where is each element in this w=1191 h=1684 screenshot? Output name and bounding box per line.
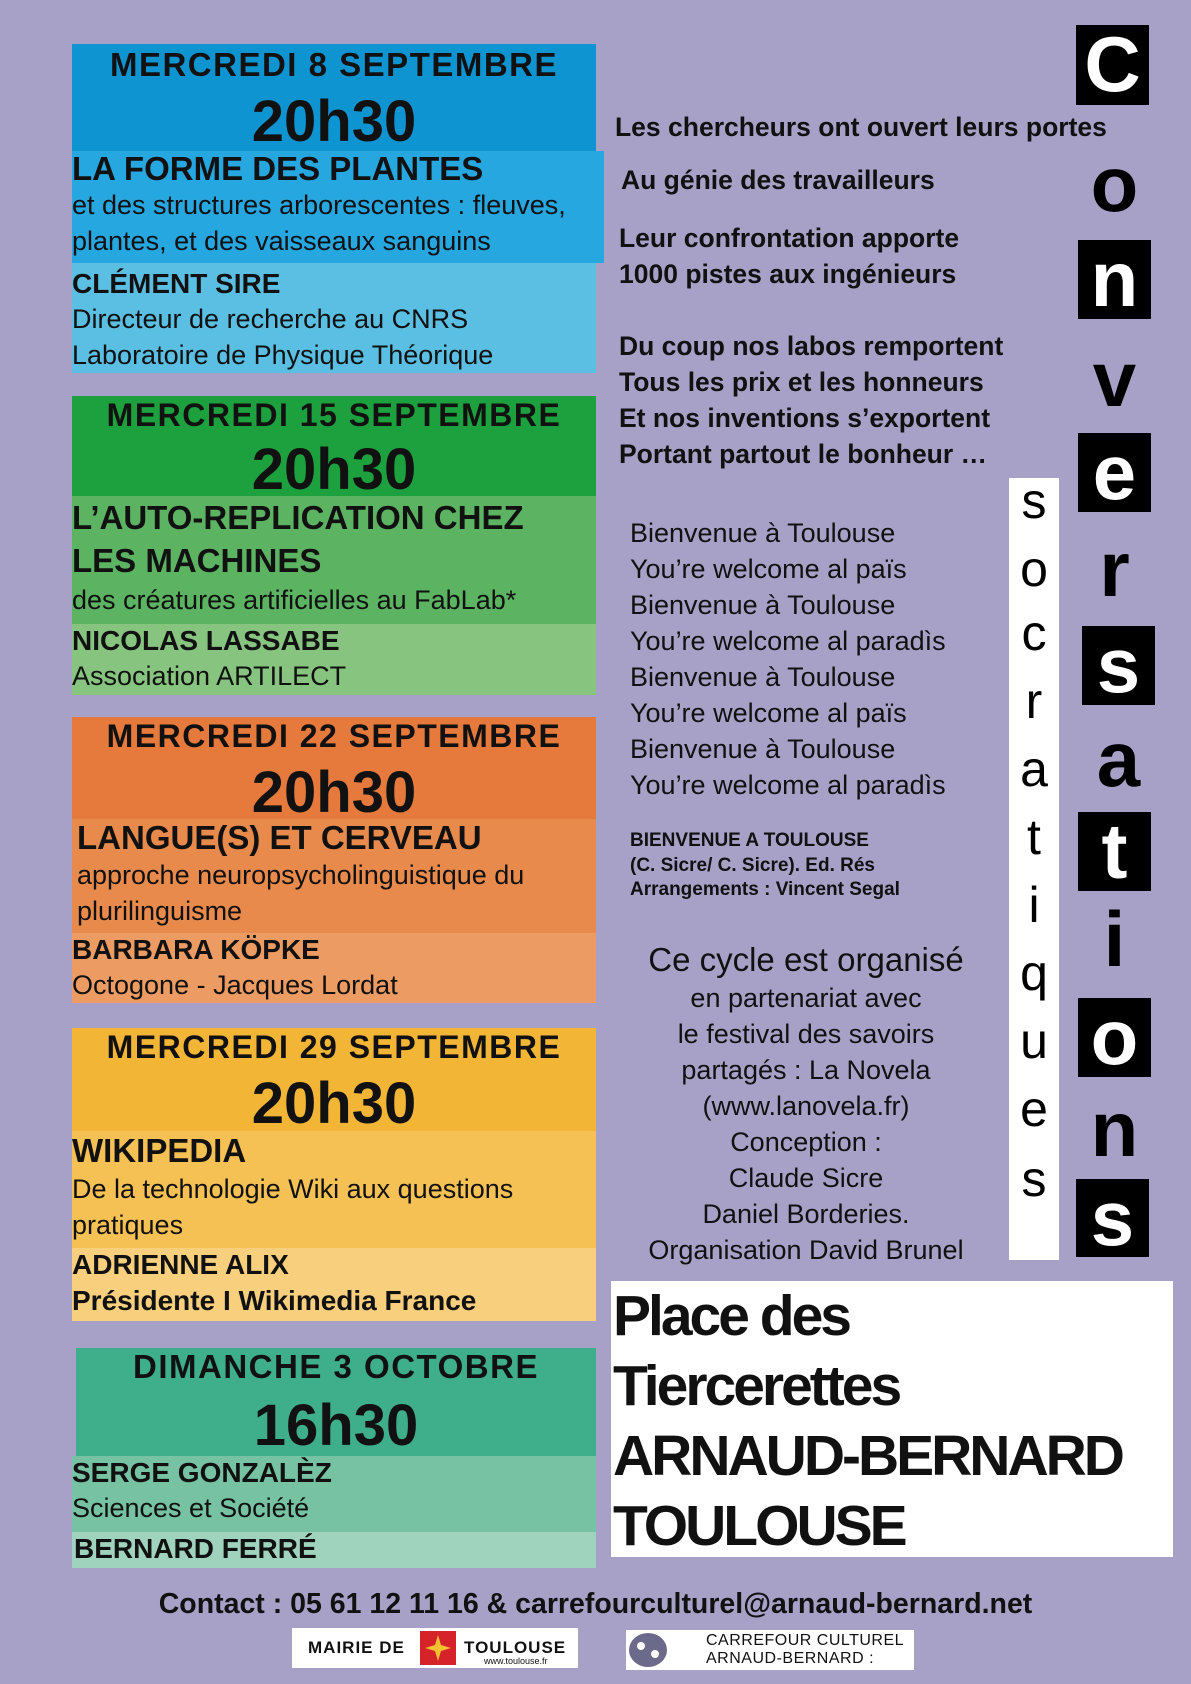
event-3-header	[72, 717, 596, 819]
org-line-1: Ce cycle est organisé	[648, 941, 964, 978]
verse-line-5: Du coup nos labos remportent	[619, 331, 1004, 361]
event-1-time: 20h30	[251, 89, 417, 151]
conversations-letter-7: s	[1082, 626, 1155, 705]
org-line-9: Organisation David Brunel	[648, 1235, 964, 1265]
song-credits	[630, 829, 900, 903]
event-3-affiliation: Octogone - Jacques Lordat	[72, 970, 398, 1000]
event-5-affiliation: Sciences et Société	[72, 1493, 310, 1523]
logo-carrefour-line-2: ARNAUD-BERNARD :	[706, 1650, 875, 1667]
event-2-title-2: LES MACHINES	[72, 542, 322, 579]
logo-mairie-right: TOULOUSE	[464, 1638, 567, 1657]
conversations-letter-2: o	[1090, 140, 1139, 228]
event-1-header	[72, 44, 596, 151]
carrefour-emblem-icon	[628, 1632, 668, 1668]
mairie-toulouse-logo	[292, 1628, 578, 1668]
conversations-letter-6: r	[1099, 525, 1130, 613]
venue-line-1: Place des	[613, 1284, 850, 1348]
event-2	[72, 396, 596, 695]
verse-line-4: 1000 pistes aux ingénieurs	[619, 259, 957, 289]
verse-line-8: Portant partout le bonheur …	[619, 439, 988, 469]
socratiques-letter-1: s	[1021, 473, 1047, 529]
event-2-speaker: NICOLAS LASSABE	[72, 625, 340, 656]
event-3-subtitle-1: approche neuropsycholinguistique du	[77, 860, 525, 890]
org-line-4: partagés : La Novela	[681, 1055, 931, 1085]
event-4-subtitle-1: De la technologie Wiki aux questions	[72, 1174, 514, 1204]
conversations-letter-1: C	[1076, 25, 1149, 105]
verse-line-2: Au génie des travailleurs	[621, 165, 935, 195]
event-1	[72, 44, 596, 373]
socratiques-letter-6: t	[1027, 809, 1041, 865]
event-2-title-1: L’AUTO-REPLICATION CHEZ	[72, 499, 524, 536]
occitan-cross-icon	[420, 1631, 456, 1665]
event-2-time: 20h30	[251, 437, 417, 496]
org-line-2: en partenariat avec	[690, 983, 922, 1013]
socratiques-letter-9: u	[1020, 1013, 1048, 1069]
event-4-speaker-block	[72, 1248, 596, 1321]
event-1-title: LA FORME DES PLANTES	[72, 151, 484, 187]
event-4-time: 20h30	[251, 1071, 417, 1131]
verse-line-6: Tous les prix et les honneurs	[619, 367, 984, 397]
conversations-letter-5: e	[1078, 433, 1151, 512]
refrain-line-3: Bienvenue à Toulouse	[630, 590, 896, 620]
event-4-subtitle-2: pratiques	[72, 1210, 184, 1240]
event-5-speaker2-block	[72, 1532, 596, 1568]
event-3-speaker: BARBARA KÖPKE	[72, 934, 320, 965]
logo-carrefour-line-1: CARREFOUR CULTUREL	[706, 1632, 905, 1649]
socratiques-letter-8: q	[1020, 945, 1048, 1001]
refrain-line-7: Bienvenue à Toulouse	[630, 734, 896, 764]
refrain-line-5: Bienvenue à Toulouse	[630, 662, 896, 692]
venue-line-2: Tiercerettes	[613, 1354, 900, 1418]
refrain-line-8: You’re welcome al paradìs	[630, 770, 946, 800]
event-3-title-block	[72, 819, 596, 933]
event-5-header	[76, 1348, 596, 1456]
refrain-line-1: Bienvenue à Toulouse	[630, 518, 896, 548]
event-1-date: MERCREDI 8 SEPTEMBRE	[109, 46, 559, 83]
verse-block	[615, 109, 1107, 472]
org-line-5: (www.lanovela.fr)	[702, 1091, 910, 1121]
org-line-8: Daniel Borderies.	[702, 1199, 910, 1229]
event-3-time: 20h30	[251, 760, 417, 819]
event-4-header	[72, 1028, 596, 1131]
organisation-block	[611, 940, 1001, 1268]
event-1-subtitle-1: et des structures arborescentes : fleuves,	[72, 190, 566, 220]
event-5-speaker-block	[72, 1456, 596, 1532]
event-2-date: MERCREDI 15 SEPTEMBRE	[106, 397, 562, 433]
refrain-line-4: You’re welcome al paradìs	[630, 626, 946, 656]
event-1-affiliation-2: Laboratoire de Physique Théorique	[72, 340, 494, 370]
event-2-speaker-block	[72, 624, 596, 695]
event-5-speaker-2: BERNARD FERRÉ	[74, 1533, 317, 1564]
event-1-affiliation-1: Directeur de recherche au CNRS	[72, 304, 469, 334]
socratiques-letter-4: r	[1025, 673, 1043, 729]
org-line-6: Conception :	[730, 1127, 882, 1157]
event-1-subtitle-2: plantes, et des vaisseaux sanguins	[72, 226, 491, 256]
credit-line-3: Arrangements : Vincent Segal	[630, 879, 900, 900]
event-4-title-block	[72, 1131, 596, 1248]
event-3-title: LANGUE(S) ET CERVEAU	[77, 819, 482, 856]
logo-mairie-left: MAIRIE DE	[308, 1638, 405, 1657]
event-2-title-block	[72, 496, 596, 624]
event-3-subtitle-2: plurilinguisme	[77, 896, 243, 926]
verse-line-7: Et nos inventions s’exportent	[619, 403, 991, 433]
refrain-line-2: You’re welcome al païs	[630, 554, 907, 584]
event-1-title-block	[72, 151, 604, 263]
event-3-speaker-block	[72, 933, 596, 1003]
verse-line-1: Les chercheurs ont ouvert leurs portes	[615, 112, 1107, 142]
conversations-letter-8: a	[1096, 715, 1141, 803]
event-2-affiliation: Association ARTILECT	[72, 661, 347, 691]
contact-line: Contact : 05 61 12 11 16 & carrefourculturel@arnaud-bernard.net	[158, 1588, 1033, 1620]
logo-mairie-url: www.toulouse.fr	[484, 1656, 548, 1666]
verse-line-3: Leur confrontation apporte	[619, 223, 960, 253]
carrefour-culturel-logo	[626, 1630, 914, 1670]
venue-line-3: ARNAUD-BERNARD	[613, 1424, 1122, 1488]
event-4	[72, 1028, 596, 1321]
conversations-letter-12: n	[1090, 1085, 1139, 1173]
event-5-speaker: SERGE GONZALÈZ	[72, 1457, 332, 1488]
credit-line-1: BIENVENUE A TOULOUSE	[630, 830, 869, 851]
conversations-letter-13: s	[1076, 1179, 1149, 1257]
refrain-line-6: You’re welcome al païs	[630, 698, 907, 728]
credit-line-2: (C. Sicre/ C. Sicre). Ed. Rés	[630, 854, 875, 876]
conversations-letter-10: i	[1103, 895, 1126, 983]
event-2-header	[72, 396, 596, 496]
event-4-affiliation: Présidente I Wikimedia France	[72, 1285, 477, 1316]
socratiques-letter-5: a	[1020, 741, 1048, 797]
event-1-speaker-block	[72, 263, 596, 373]
event-5-date: DIMANCHE 3 OCTOBRE	[133, 1348, 539, 1385]
event-5-time: 16h30	[253, 1393, 419, 1456]
venue-line-4: TOULOUSE	[613, 1494, 905, 1558]
org-line-3: le festival des savoirs	[677, 1019, 935, 1049]
event-4-title: WIKIPEDIA	[72, 1132, 247, 1169]
conversations-letter-3: n	[1078, 240, 1151, 319]
event-3-date: MERCREDI 22 SEPTEMBRE	[106, 718, 562, 754]
org-line-7: Claude Sicre	[728, 1163, 884, 1193]
socratiques-letter-10: e	[1020, 1081, 1048, 1137]
socratiques-letter-2: o	[1020, 541, 1048, 597]
conversations-letter-9: t	[1078, 812, 1151, 891]
refrain-block	[630, 515, 946, 803]
conversations-letter-11: o	[1078, 998, 1151, 1077]
vertical-word-socratiques	[1009, 473, 1059, 1260]
venue-block	[611, 1281, 1173, 1557]
event-1-speaker: CLÉMENT SIRE	[72, 268, 281, 299]
event-3	[72, 717, 596, 1003]
event-5	[72, 1348, 596, 1568]
socratiques-letter-11: s	[1021, 1151, 1047, 1207]
event-4-date: MERCREDI 29 SEPTEMBRE	[106, 1029, 562, 1065]
conversations-letter-4: v	[1092, 335, 1137, 423]
event-4-speaker: ADRIENNE ALIX	[72, 1249, 289, 1280]
socratiques-letter-7: i	[1028, 877, 1040, 933]
socratiques-letter-3: c	[1021, 605, 1047, 661]
event-2-subtitle: des créatures artificielles au FabLab*	[72, 585, 517, 615]
